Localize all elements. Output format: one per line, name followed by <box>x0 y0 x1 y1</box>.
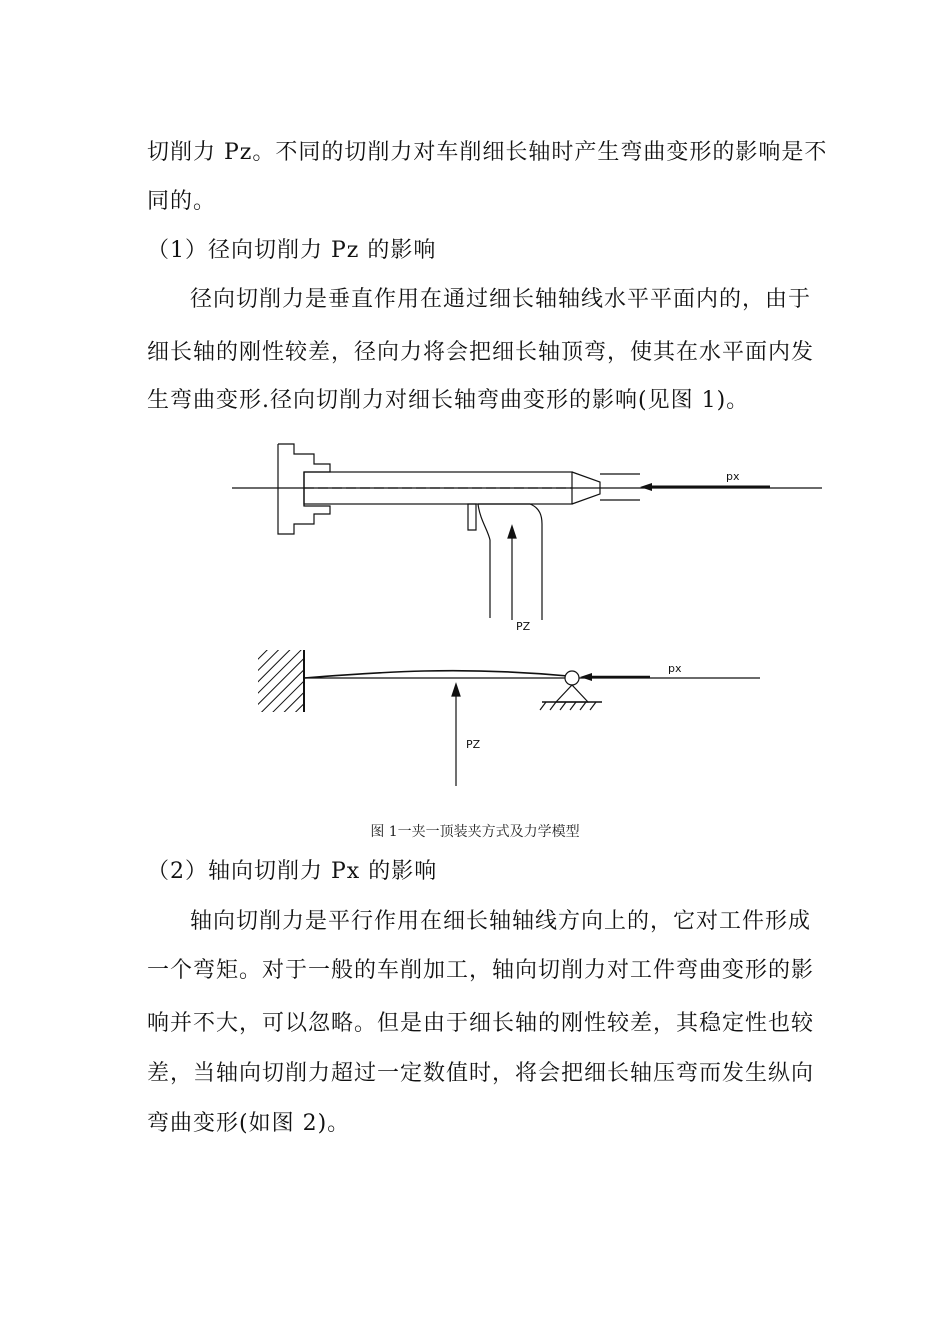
label-pz-bottom: PZ <box>466 738 481 751</box>
mechanics-model-diagram <box>258 650 760 786</box>
section-heading: （1）径向切削力 Pz 的影响 <box>147 238 437 263</box>
label-px-top: px <box>726 470 740 483</box>
px-arrow-bottom <box>580 673 650 681</box>
paragraph-line: 一个弯矩。对于一般的车削加工，轴向切削力对工件弯曲变形的影 <box>147 958 815 983</box>
paragraph-line: 差，当轴向切削力超过一定数值时，将会把细长轴压弯而发生纵向 <box>147 1061 815 1086</box>
paragraph-line: 细长轴的刚性较差，径向力将会把细长轴顶弯，使其在水平面内发 <box>147 340 815 365</box>
px-arrow-top <box>640 483 770 491</box>
paragraph-line: 生弯曲变形.径向切削力对细长轴弯曲变形的影响(见图 1)。 <box>147 388 750 413</box>
section-heading: （2）轴向切削力 Px 的影响 <box>147 859 438 884</box>
figure-caption: 图 1一夹一顶装夹方式及力学模型 <box>370 824 580 840</box>
paragraph-line: 响并不大，可以忽略。但是由于细长轴的刚性较差，其稳定性也较 <box>147 1011 815 1036</box>
label-px-bottom: px <box>668 662 682 675</box>
paragraph-line: 轴向切削力是平行作用在细长轴轴线方向上的，它对工件形成 <box>190 909 812 934</box>
label-pz-top: PZ <box>516 620 531 633</box>
paragraph-line: 弯曲变形(如图 2)。 <box>147 1111 351 1136</box>
paragraph-line: 切削力 Pz。不同的切削力对车削细长轴时产生弯曲变形的影响是不 <box>147 140 828 165</box>
paragraph-line: 同的。 <box>147 189 217 214</box>
paragraph-line: 径向切削力是垂直作用在通过细长轴轴线水平平面内的，由于 <box>190 287 812 312</box>
chuck-and-shaft-diagram <box>232 444 822 620</box>
